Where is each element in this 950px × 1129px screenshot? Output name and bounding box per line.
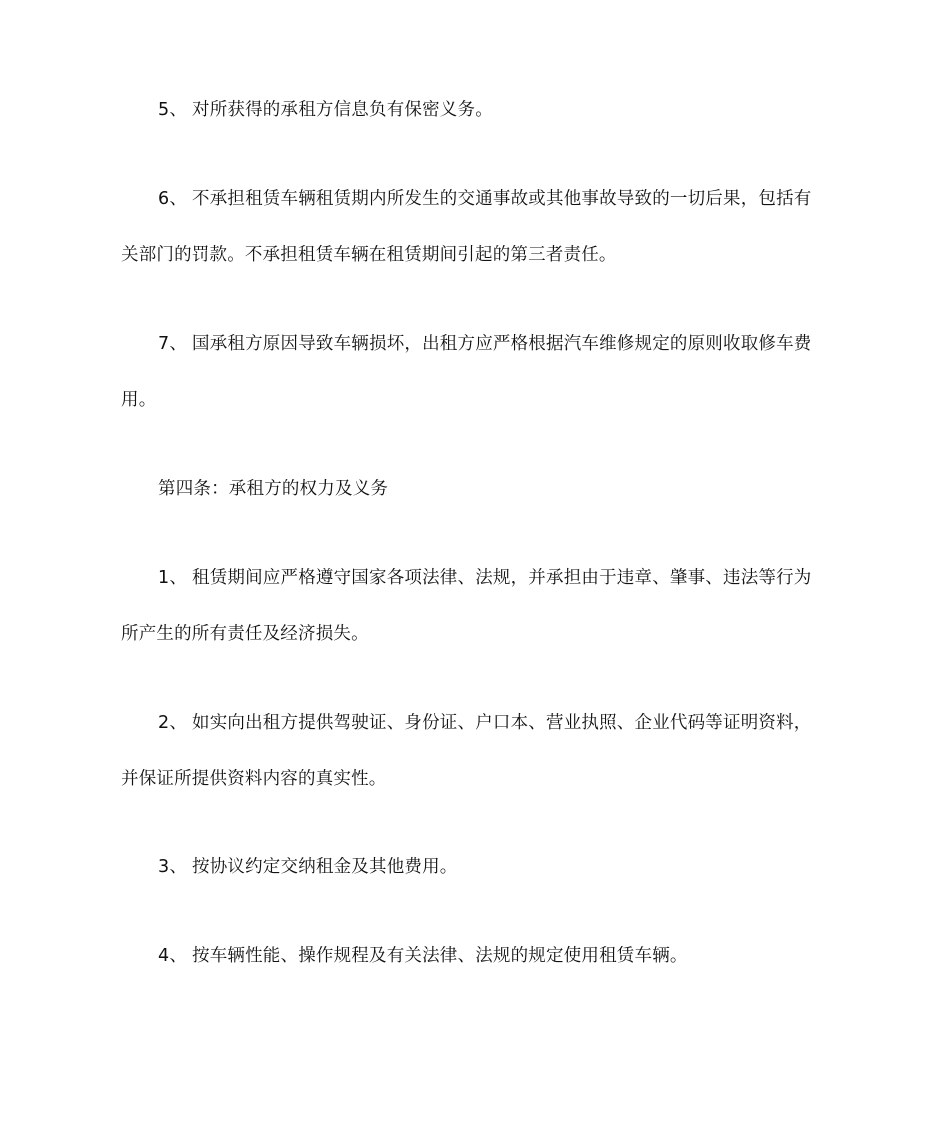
clause-number: 5、 [158,100,188,120]
section-clause-4 [158,944,688,968]
section-clause-3 [158,855,458,879]
section-clause-1 [158,566,812,590]
clause-text: 国承租方原因导致车辆损坏，出租方应严格根据汽车维修规定的原则收取修车费 [192,334,812,354]
clause-text: 不承担租赁车辆租赁期内所发生的交通事故或其他事故导致的一切后果，包括有 [192,189,812,209]
clause-text: 按车辆性能、操作规程及有关法律、法规的规定使用租赁车辆。 [192,946,688,966]
clause-text: 如实向出租方提供驾驶证、身份证、户口本、营业执照、企业代码等证明资料， [192,713,812,733]
clause-text: 按协议约定交纳租金及其他费用。 [192,857,458,877]
section-clause-2 [158,711,812,735]
clause-6-continuation: 关部门的罚款。不承担租赁车辆在租赁期间引起的第三者责任。 [121,245,617,265]
clause-number: 6、 [158,189,188,209]
clause-number: 4、 [158,946,188,966]
section-heading: 第四条：承租方的权力及义务 [158,479,389,499]
clause-number: 2、 [158,713,188,733]
clause-5 [158,98,493,122]
clause-text: 对所获得的承租方信息负有保密义务。 [192,100,493,120]
section-clause-1-continuation: 所产生的所有责任及经济损失。 [121,624,369,644]
clause-7 [158,332,812,356]
clause-number: 7、 [158,334,188,354]
clause-7-continuation: 用。 [121,390,157,410]
clause-number: 1、 [158,568,188,588]
section-clause-2-continuation: 并保证所提供资料内容的真实性。 [121,769,387,789]
clause-number: 3、 [158,857,188,877]
clause-6 [158,187,812,211]
clause-text: 租赁期间应严格遵守国家各项法律、法规，并承担由于违章、肇事、违法等行为 [192,568,812,588]
